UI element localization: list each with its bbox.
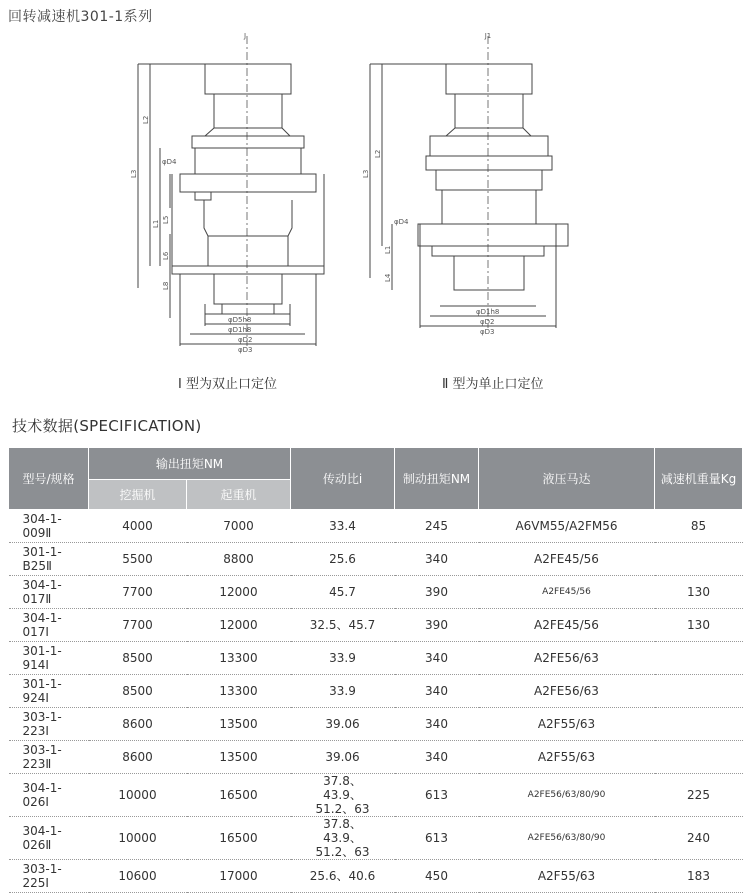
caption-type-1: Ⅰ 型为双止口定位	[178, 377, 277, 392]
cell-model	[9, 817, 89, 860]
header-crane: 起重机	[187, 480, 291, 510]
cell-hydraulic-motor: A2FE45/56	[479, 609, 655, 642]
model-line-1: 304-1-	[22, 578, 62, 592]
cell-ratio: 37.8、43.9、51.2、63	[291, 817, 395, 860]
cell-crane: 13300	[187, 642, 291, 675]
cell-brake-torque: 613	[395, 774, 479, 817]
dia-d1-right: φD1h8	[476, 308, 500, 316]
cell-excavator: 7700	[89, 609, 187, 642]
cell-weight: 130	[655, 609, 743, 642]
table-row	[9, 576, 743, 609]
cell-ratio: 33.4	[291, 510, 395, 543]
model-line-2: 924Ⅰ	[22, 691, 49, 705]
label-j: J	[243, 32, 247, 40]
header-brake-torque: 制动扭矩NM	[395, 448, 479, 510]
cell-weight	[655, 741, 743, 774]
dim-l3-right: L3	[362, 169, 370, 178]
cell-hydraulic-motor: A2FE56/63/80/90	[479, 774, 655, 817]
cell-hydraulic-motor: A2FE56/63	[479, 675, 655, 708]
dia-d3-left: φD3	[238, 346, 253, 354]
cell-crane: 17000	[187, 860, 291, 893]
dia-d3-right: φD3	[480, 328, 495, 336]
model-line-1: 304-1-	[22, 512, 62, 526]
cell-model	[9, 708, 89, 741]
cell-model	[9, 609, 89, 642]
dim-l1-left: L1	[152, 219, 160, 228]
dia-d2-left: φD2	[238, 336, 253, 344]
cell-model	[9, 510, 89, 543]
dim-l4-right: L4	[384, 273, 392, 282]
dia-d2-right: φD2	[480, 318, 495, 326]
caption-type-2: Ⅱ 型为单止口定位	[442, 377, 544, 392]
cell-ratio: 39.06	[291, 741, 395, 774]
cell-ratio: 37.8、43.9、51.2、63	[291, 774, 395, 817]
cell-weight	[655, 543, 743, 576]
cell-excavator: 8600	[89, 741, 187, 774]
dim-l2-right: L2	[374, 149, 382, 158]
cell-brake-torque: 613	[395, 817, 479, 860]
cell-brake-torque: 450	[395, 860, 479, 893]
header-model: 型号/规格	[9, 448, 89, 510]
cell-ratio: 33.9	[291, 642, 395, 675]
cell-crane: 13500	[187, 708, 291, 741]
model-line-2: 026Ⅱ	[22, 838, 52, 852]
cell-crane: 12000	[187, 576, 291, 609]
cell-brake-torque: 340	[395, 741, 479, 774]
model-line-2: 225Ⅰ	[22, 876, 49, 890]
cell-model	[9, 642, 89, 675]
model-line-2: 026Ⅰ	[22, 795, 49, 809]
model-line-1: 304-1-	[22, 611, 62, 625]
model-line-2: 223Ⅰ	[22, 724, 49, 738]
table-row	[9, 510, 743, 543]
dim-d4-left: φD4	[162, 158, 177, 166]
page-title: 回转减速机301-1系列	[8, 9, 153, 25]
cell-excavator: 10000	[89, 774, 187, 817]
dim-l2-left: L2	[142, 115, 150, 124]
cell-weight	[655, 708, 743, 741]
cell-hydraulic-motor: A2FE56/63	[479, 642, 655, 675]
header-excavator: 挖掘机	[89, 480, 187, 510]
model-line-1: 303-1-	[22, 743, 62, 757]
header-output-torque: 输出扭矩NM	[89, 448, 291, 480]
dim-l5-left: L5	[162, 215, 170, 224]
model-line-2: 009Ⅱ	[22, 526, 52, 540]
cell-hydraulic-motor: A2F55/63	[479, 708, 655, 741]
table-row	[9, 543, 743, 576]
label-j1: J1	[484, 32, 492, 40]
cell-brake-torque: 245	[395, 510, 479, 543]
model-line-1: 304-1-	[22, 781, 62, 795]
cell-excavator: 8600	[89, 708, 187, 741]
table-row	[9, 860, 743, 893]
dim-l8-left: L8	[162, 281, 170, 290]
dim-d4-right: φD4	[394, 218, 409, 226]
cell-crane: 13500	[187, 741, 291, 774]
dim-l3-left: L3	[130, 169, 138, 178]
table-row	[9, 774, 743, 817]
cell-hydraulic-motor: A6VM55/A2FM56	[479, 510, 655, 543]
cell-excavator: 10000	[89, 817, 187, 860]
cell-weight: 240	[655, 817, 743, 860]
cell-brake-torque: 340	[395, 642, 479, 675]
cell-weight: 130	[655, 576, 743, 609]
dim-l1-right: L1	[384, 245, 392, 254]
model-line-2: 017Ⅰ	[22, 625, 49, 639]
cell-brake-torque: 340	[395, 708, 479, 741]
cell-excavator: 5500	[89, 543, 187, 576]
table-row	[9, 675, 743, 708]
dia-d5-left: φD5h8	[228, 316, 252, 324]
model-line-2: 017Ⅱ	[22, 592, 52, 606]
spec-title: 技术数据(SPECIFICATION)	[12, 417, 202, 435]
cell-model	[9, 576, 89, 609]
cell-brake-torque: 340	[395, 675, 479, 708]
model-line-2: 223Ⅱ	[22, 757, 52, 771]
cell-model	[9, 675, 89, 708]
cell-hydraulic-motor: A2F55/63	[479, 860, 655, 893]
cell-excavator: 4000	[89, 510, 187, 543]
cell-brake-torque: 340	[395, 543, 479, 576]
cell-crane: 7000	[187, 510, 291, 543]
cell-hydraulic-motor: A2F55/63	[479, 741, 655, 774]
header-ratio: 传动比i	[291, 448, 395, 510]
cell-hydraulic-motor: A2FE56/63/80/90	[479, 817, 655, 860]
model-line-1: 303-1-	[22, 862, 62, 876]
cell-model	[9, 860, 89, 893]
cell-ratio: 25.6、40.6	[291, 860, 395, 893]
technical-drawing	[0, 28, 750, 398]
cell-ratio: 25.6	[291, 543, 395, 576]
cell-hydraulic-motor: A2FE45/56	[479, 576, 655, 609]
table-row	[9, 741, 743, 774]
cell-hydraulic-motor: A2FE45/56	[479, 543, 655, 576]
cell-ratio: 32.5、45.7	[291, 609, 395, 642]
cell-weight: 225	[655, 774, 743, 817]
cell-ratio: 39.06	[291, 708, 395, 741]
model-line-1: 301-1-	[22, 644, 62, 658]
header-hydraulic-motor: 液压马达	[479, 448, 655, 510]
cell-crane: 12000	[187, 609, 291, 642]
cell-brake-torque: 390	[395, 609, 479, 642]
dia-d1-left: φD1h8	[228, 326, 252, 334]
cell-crane: 16500	[187, 817, 291, 860]
table-row	[9, 817, 743, 860]
cell-weight: 183	[655, 860, 743, 893]
cell-excavator: 10600	[89, 860, 187, 893]
table-row	[9, 609, 743, 642]
header-weight: 减速机重量Kg	[655, 448, 743, 510]
cell-model	[9, 741, 89, 774]
cell-weight: 85	[655, 510, 743, 543]
spec-table	[8, 447, 743, 893]
table-row	[9, 642, 743, 675]
cell-ratio: 45.7	[291, 576, 395, 609]
cell-model	[9, 543, 89, 576]
model-line-1: 304-1-	[22, 824, 62, 838]
model-line-2: B25Ⅱ	[22, 559, 52, 573]
cell-crane: 16500	[187, 774, 291, 817]
cell-crane: 13300	[187, 675, 291, 708]
cell-ratio: 33.9	[291, 675, 395, 708]
dim-l6-left: L6	[162, 251, 170, 260]
cell-weight	[655, 642, 743, 675]
cell-brake-torque: 390	[395, 576, 479, 609]
cell-excavator: 8500	[89, 675, 187, 708]
table-row	[9, 708, 743, 741]
model-line-1: 301-1-	[22, 677, 62, 691]
cell-model	[9, 774, 89, 817]
cell-excavator: 8500	[89, 642, 187, 675]
model-line-2: 914Ⅰ	[22, 658, 49, 672]
cell-weight	[655, 675, 743, 708]
cell-excavator: 7700	[89, 576, 187, 609]
cell-crane: 8800	[187, 543, 291, 576]
model-line-1: 303-1-	[22, 710, 62, 724]
model-line-1: 301-1-	[22, 545, 62, 559]
